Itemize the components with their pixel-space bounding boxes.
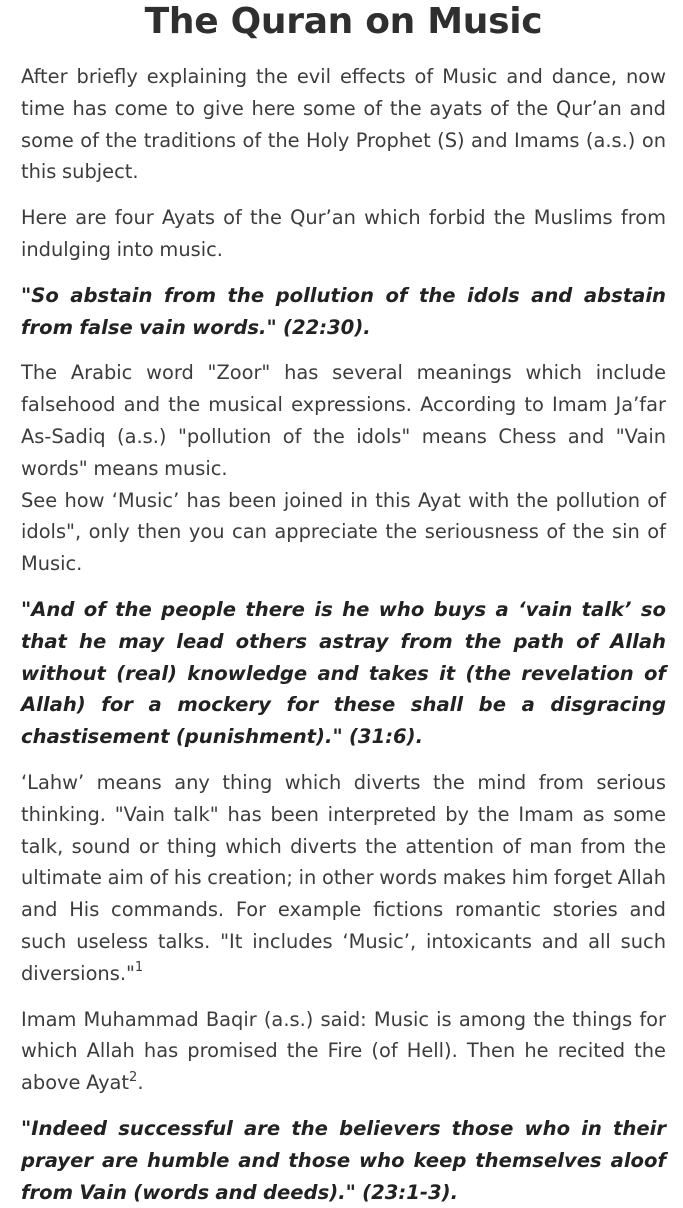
baqir-text-end: . [137, 1071, 144, 1095]
baqir-paragraph [21, 1004, 666, 1099]
seriousness-paragraph: See how ‘Music’ has been joined in this Ayat with the pollution of idols", only then you can appreciate the seriousness of the sin of Music. [21, 488, 666, 576]
footnote-ref-2[interactable]: 2 [129, 1069, 138, 1085]
quote-31-6: "And of the people there is he who buys a ‘vain talk’ so that he may lead others astray from the path of Allah without (real) knowledge and takes it (the revelation of Allah) for a mockery for these shall be a disgracing chastisement (punishment)." (31:6). [21, 597, 666, 749]
lahw-text: ‘Lahw’ means any thing which diverts the mind from serious thinking. "Vain talk" has been interpreted by the Imam as some talk, sound or thing which diverts the attention of man from the ultimate aim of his creation; in other words makes him forget Allah and His commands. For example fictions romantic stories and such useless talks. "It includes ‘Music’, intoxicants and all such diversions." [21, 770, 666, 985]
intro-paragraph: After briefly explaining the evil effects of Music and dance, now time has come to give here some of the ayats of the Qur’an and some of the traditions of the Holy Prophet (S) and Imams (a.s.) on this subject. [21, 65, 666, 184]
page-title: The Quran on Music [144, 1, 543, 42]
ayats-intro-paragraph: Here are four Ayats of the Qur’an which forbid the Muslims from indulging into music. [21, 206, 666, 261]
footnote-ref-1[interactable]: 1 [134, 960, 144, 976]
baqir-text: Imam Muhammad Baqir (a.s.) said: Music is among the things for which Allah has promised the Fire (of Hell). Then he recited the above Ayat [21, 1007, 666, 1095]
zoor-paragraph: The Arabic word "Zoor" has several meanings which include falsehood and the musical expressions. According to Imam Ja’far As-Sadiq (a.s.) "pollution of the idols" means Chess and "Vain words" means music. [21, 361, 666, 480]
article [21, 0, 666, 1208]
quote-23-1-3: "Indeed successful are the believers those who in their prayer are humble and those who keep themselves aloof from Vain (words and deeds)." (23:1-3). [21, 1116, 666, 1204]
quote-22-30: "So abstain from the pollution of the idols and abstain from false vain words." (22:30). [21, 283, 666, 339]
lahw-paragraph [21, 767, 666, 990]
